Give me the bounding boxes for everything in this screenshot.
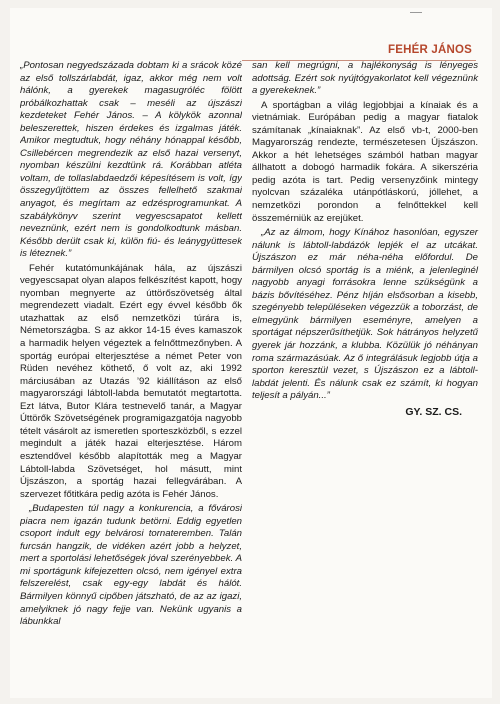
magazine-page xyxy=(10,8,492,698)
quote-paragraph-3: „Budapesten túl nagy a konkurencia, a fővárosi piacra nem igazán tudunk betörni. Eddig egyetlen csoport indult egy belvárosi tornateremben. Talán furcsán hangzik, de vidéken azért jobb a helyzet, mert a sportolási lehetőségek jóval szerényebbek. A mi sportágunk kifejezetten olcsó, nem igényel extra felszerelést, csak egy-egy labdát és hálót. Bármilyen könnyű cipőben játszható, de az az igazi, amelyiknek jó nagy fejje van. Nekünk ugyanis a lábunkkal xyxy=(20,503,242,628)
quote-continuation: san kell megrúgni, a hajlékonyság is lényeges adottság. Ezért sok nyújtógyakorlatot kell végeznünk a gyerekeknek.” xyxy=(252,60,478,97)
quote-paragraph-5: „Az az álmom, hogy Kínához hasonlóan, egyszer nálunk is lábtoll-labdázók lepjék el az utcákat. Újszászon ez már néha-néha előfordul. De bármilyen olcsó sportág is a miénk, a jelenleginél nagyobb anyagi forrásokra lenne szükségünk a bázis bővítéséhez. Pénz híján elsősorban a kisebb, szegényebb településeken végezzük a toborzást, de elmegyünk bármilyen eseményre, amelyen a sportágat népszerűsíthetjük. Sok hátrányos helyzetű gyerek jár hozzánk, a klubba. Közülük jó néhányan roma származásúak. Az ő integrálásuk legjobb útja a sporton keresztül vezet, s Újszászon ez a lábtoll-labdát jelenti. És nálunk csak ez számít, ki hogyan teljesít a pályán...” xyxy=(252,227,478,402)
body-paragraph-2: Fehér kutatómunkájának hála, az újszászi vegyescsapat olyan alapos felkészítést kapott, hogy nyomban megnyerte az úttörőszövetség által megrendezett viadalt. Ezért egy évvel később ők utazhattak az első nemzetközi túrára is, Németországba. S az akkor 14-15 éves kamaszok a harmadik helyen végeztek a felnőttmezőnyben. A sportág európai elterjesztése a német Peter von Rüden nevéhez köthető, ő volt az, aki 1992 márciusában az Utazás ’92 kiállításon az első magyarországi lábtoll-labda bemutatót megtartotta. Ezt látva, Butor Klára testnevelő tanár, a Magyar Úttörők Szövetségének programigazgatója nagyobb tételt vásárolt az ismeretlen sporteszközből, s ezzel megindult a játék hazai elterjesztése. Három esztendővel később alapították meg a Magyar Lábtoll-labda Szövetséget, hol másutt, mint Újszászon, a sportág hazai fellegvárában. A szervezet főtitkára pedig azóta is Fehér János. xyxy=(20,262,242,500)
body-paragraph-4: A sportágban a világ legjobbjai a kínaiak és a vietnámiak. Európában pedig a magyar fiatalok számítanak „kínaiaknak”. Az első vb-t, 2000-ben Magyarország rendezte, természetesen Újszászon. Akkor a hét lehetséges számból hatban magyar állhatott a dobogó harmadik fokára. A sikerszéria pedig azóta is tart. Pedig versenyzőink mintegy nyolcvan százaléka utánpótláskorú, jóllehet, a nemzetközi porondon a felnőttekkel kell összemérniük az erejüket. xyxy=(252,99,478,224)
column-left xyxy=(20,60,242,698)
crop-mark xyxy=(410,8,422,13)
column-right xyxy=(252,60,478,418)
quote-paragraph-1: „Pontosan negyedszázada dobtam ki a srácok közé az első tollszárlabdát, igaz, akkor még nem volt hálónk, a gyerekek magasugróléc fölött próbálkozhattak csak – meséli az újszászi kezdeteket Fehér János. – A kölykök azonnal beleszerettek, hiszen érdekes és izgalmas játék. Amikor megtudtuk, hogy néhány hónappal később, Csillebércen megrendezik az első hazai versenyt, nyomban készülni kezdtünk rá. Korábban atléta voltam, de tollaslabdaedzői képesítésem is volt, így összegyűjtöttem az összes fellelhető szakmai anyagot, és megírtam az edzésprogramunkat. A szabálykönyv szerint vegyescsapatot kellett neveznünk, ezért nem is gondolkodtunk másban. Később derült csak ki, külön fiú- és leánygyüttesek is léteznek.” xyxy=(20,60,242,260)
author-signature: GY. SZ. CS. xyxy=(405,405,462,418)
author-header: FEHÉR JÁNOS xyxy=(388,44,472,56)
